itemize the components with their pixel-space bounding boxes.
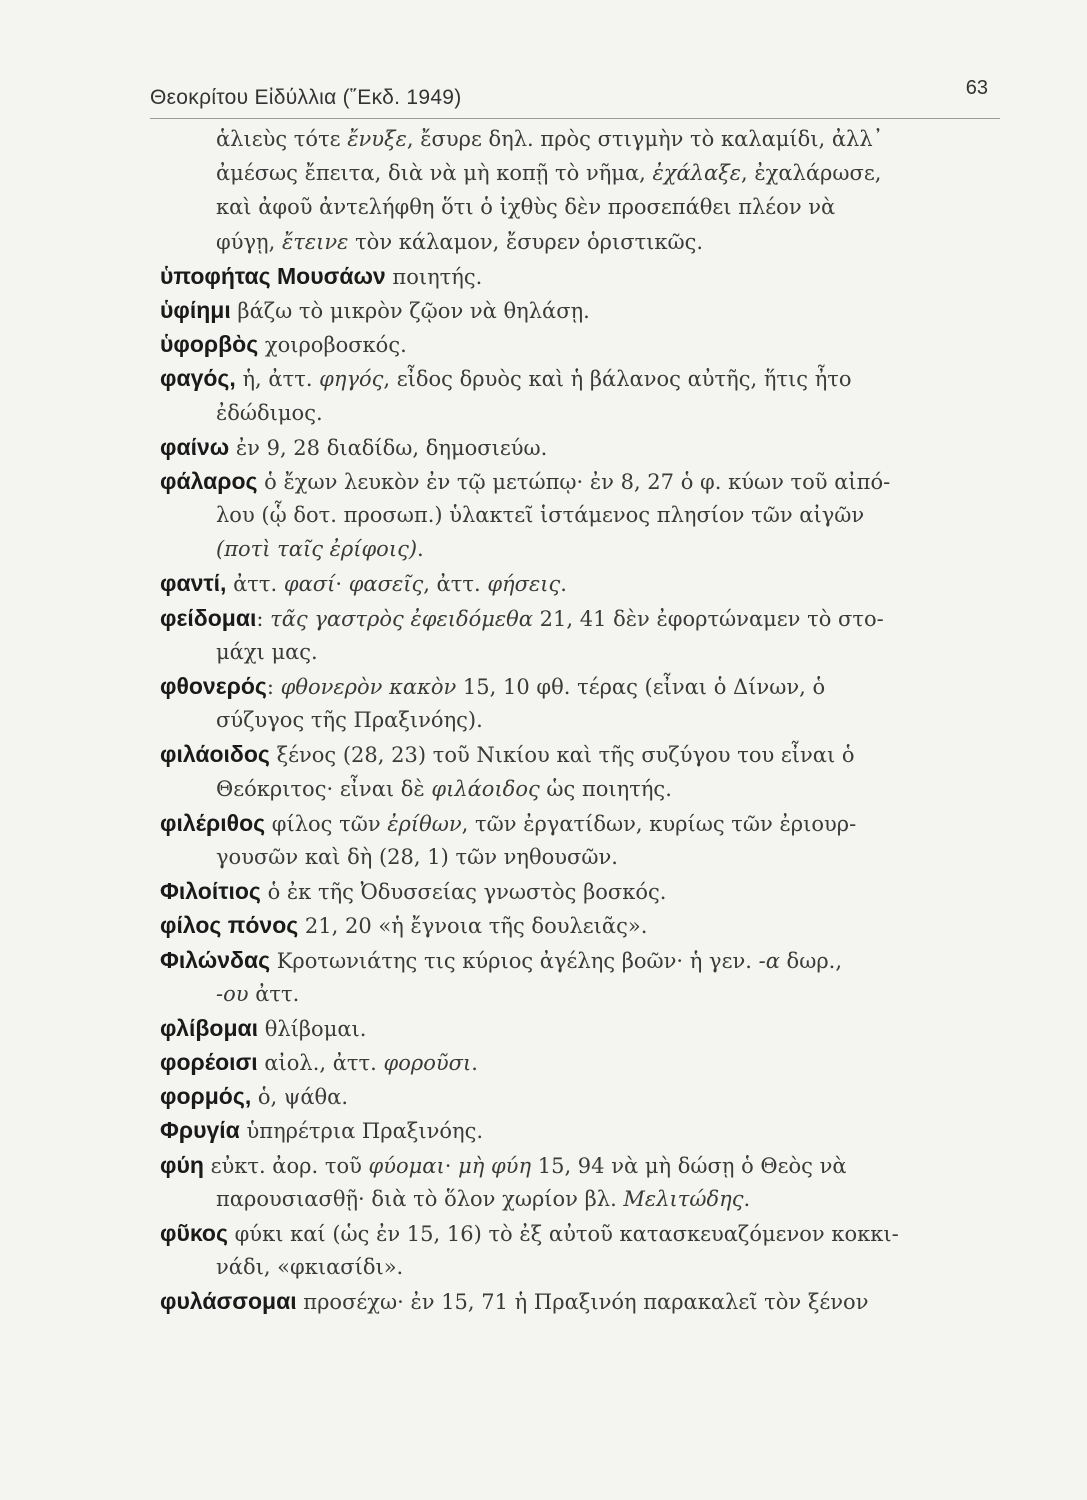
glossary-entry: Φιλοίτιος ὁ ἐκ τῆς Ὀδυσσείας γνωστὸς βοσκός. xyxy=(160,878,667,905)
page-number: 63 xyxy=(965,77,988,99)
headword: φάλαρος xyxy=(160,467,258,494)
headword: φείδομαι xyxy=(160,604,257,631)
headword: φαίνω xyxy=(160,433,230,460)
glossary-line: φύγῃ, ἔτεινε τὸν κάλαμον, ἔσυρεν ὁριστικῶς. xyxy=(216,229,704,254)
glossary-line: ἐδώδιμος. xyxy=(216,400,323,425)
glossary-entry: φαγός, ἡ, ἀττ. φηγός, εἶδος δρυὸς καὶ ἡ βάλανος αὐτῆς, ἥτις ἦτο xyxy=(160,365,852,392)
headword: φαγός, xyxy=(160,365,236,392)
glossary-line: λου (ᾧ δοτ. προσωπ.) ὑλακτεῖ ἱστάμενος πλησίον τῶν αἰγῶν xyxy=(216,503,865,528)
headword: φαντί, xyxy=(160,570,227,597)
glossary-line: νάδι, «φκιασίδι». xyxy=(216,1255,404,1280)
glossary-entry: φυλάσσομαι προσέχω· ἐν 15, 71 ἡ Πραξινόη παρακαλεῖ τὸν ξένον xyxy=(160,1288,869,1315)
glossary-line: καὶ ἀφοῦ ἀντελήφθη ὅτι ὁ ἰχθὺς δὲν προσεπάθει πλέον νὰ xyxy=(216,195,836,220)
glossary-line: -ου ἀττ. xyxy=(216,981,300,1006)
headword: φῦκος xyxy=(160,1220,228,1246)
glossary-entry: φορέοισι αἰολ., ἀττ. φοροῦσι. xyxy=(160,1049,478,1076)
headword: φθονερός xyxy=(160,673,267,699)
glossary-entry: φιλάοιδος ξένος (28, 23) τοῦ Νικίου καὶ τῆς συζύγου του εἶναι ὁ xyxy=(160,741,855,768)
glossary-entry: φθονερός: φθονερὸν κακὸν 15, 10 φθ. τέρας (εἶναι ὁ Δίνων, ὁ xyxy=(160,673,826,699)
headword: ὑποφήτας Μουσάων xyxy=(160,262,386,289)
glossary-line: ἁλιεὺς τότε ἔνυξε, ἔσυρε δηλ. πρὸς στιγμὴν τὸ καλαμίδι, ἀλλ᾽ xyxy=(216,127,884,151)
headword: φιλάοιδος xyxy=(160,741,270,768)
glossary-line: (ποτὶ ταῖς ἐρίφοις). xyxy=(216,537,424,562)
glossary-line: σύζυγος τῆς Πραξινόης). xyxy=(216,708,483,733)
glossary-line: μάχι μας. xyxy=(216,639,318,664)
glossary-entry: φαίνω ἐν 9, 28 διαδίδω, δημοσιεύω. xyxy=(160,433,548,460)
glossary-entry: φῦκος φύκι καί (ὡς ἐν 15, 16) τὸ ἐξ αὐτοῦ κατασκευαζόμενον κοκκι- xyxy=(160,1220,899,1246)
glossary-entry: ὑφίημι βάζω τὸ μικρὸν ζῷον νὰ θηλάσῃ. xyxy=(160,296,590,323)
headword: φιλέριθος xyxy=(160,809,266,836)
glossary-entry: Φρυγία ὑπηρέτρια Πραξινόης. xyxy=(160,1117,483,1144)
glossary-entry: φιλέριθος φίλος τῶν ἐρίθων, τῶν ἐργατίδων, κυρίως τῶν ἐριουρ- xyxy=(160,809,857,836)
glossary-line: παρουσιασθῇ· διὰ τὸ ὅλον χωρίον βλ. Μελιτώδης. xyxy=(216,1186,751,1211)
page-header xyxy=(150,76,1000,119)
glossary-entry: φάλαρος ὁ ἔχων λευκὸν ἐν τῷ μετώπῳ· ἐν 8, 27 ὁ φ. κύων τοῦ αἰπό- xyxy=(160,467,891,494)
headword: Φρυγία xyxy=(160,1117,240,1144)
headword: ὑφίημι xyxy=(160,296,231,323)
glossary-entry: Φιλώνδας Κροτωνιάτης τις κύριος ἀγέλης βοῶν· ἡ γεν. -α δωρ., xyxy=(160,946,843,973)
glossary-entry: φορμός, ὁ, ψάθα. xyxy=(160,1083,349,1110)
headword: φύη xyxy=(160,1151,204,1178)
headword: φυλάσσομαι xyxy=(160,1288,297,1315)
headword: Φιλοίτιος xyxy=(160,878,261,905)
glossary-entry: φύη εὐκτ. ἀορ. τοῦ φύομαι· μὴ φύη 15, 94 νὰ μὴ δώσῃ ὁ Θεὸς νὰ xyxy=(160,1151,847,1178)
headword: Φιλώνδας xyxy=(160,946,271,973)
glossary-entry: φείδομαι: τᾶς γαστρὸς ἐφειδόμεθα 21, 41 δὲν ἐφορτώναμεν τὸ στο- xyxy=(160,604,884,631)
headword: φορμός, xyxy=(160,1083,252,1110)
glossary-entry: ὑφορβὸς χοιροβοσκός. xyxy=(160,331,407,358)
glossary-line: Θεόκριτος· εἶναι δὲ φιλάοιδος ὡς ποιητής. xyxy=(216,776,672,801)
glossary-line: γουσῶν καὶ δὴ (28, 1) τῶν νηθουσῶν. xyxy=(216,844,618,869)
glossary-line: ἀμέσως ἔπειτα, διὰ νὰ μὴ κοπῇ τὸ νῆμα, ἐχάλαξε, ἐχαλάρωσε, xyxy=(216,161,882,186)
running-title: Θεοκρίτου Εἰδύλλια (῞Εκδ. 1949) xyxy=(150,86,462,109)
headword: φλίβομαι xyxy=(160,1014,259,1041)
glossary-entry: φλίβομαι θλίβομαι. xyxy=(160,1014,367,1041)
headword: ὑφορβὸς xyxy=(160,331,259,358)
glossary-entry: φαντί, ἀττ. φασί· φασεῖς, ἀττ. φήσεις. xyxy=(160,570,567,597)
glossary-entry: φίλος πόνος 21, 20 «ἡ ἔγνοια τῆς δουλειᾶς». xyxy=(160,912,648,939)
glossary-body xyxy=(160,122,1010,1319)
headword: φίλος πόνος xyxy=(160,912,299,939)
glossary-entry: ὑποφήτας Μουσάων ποιητής. xyxy=(160,262,483,289)
headword: φορέοισι xyxy=(160,1049,258,1076)
